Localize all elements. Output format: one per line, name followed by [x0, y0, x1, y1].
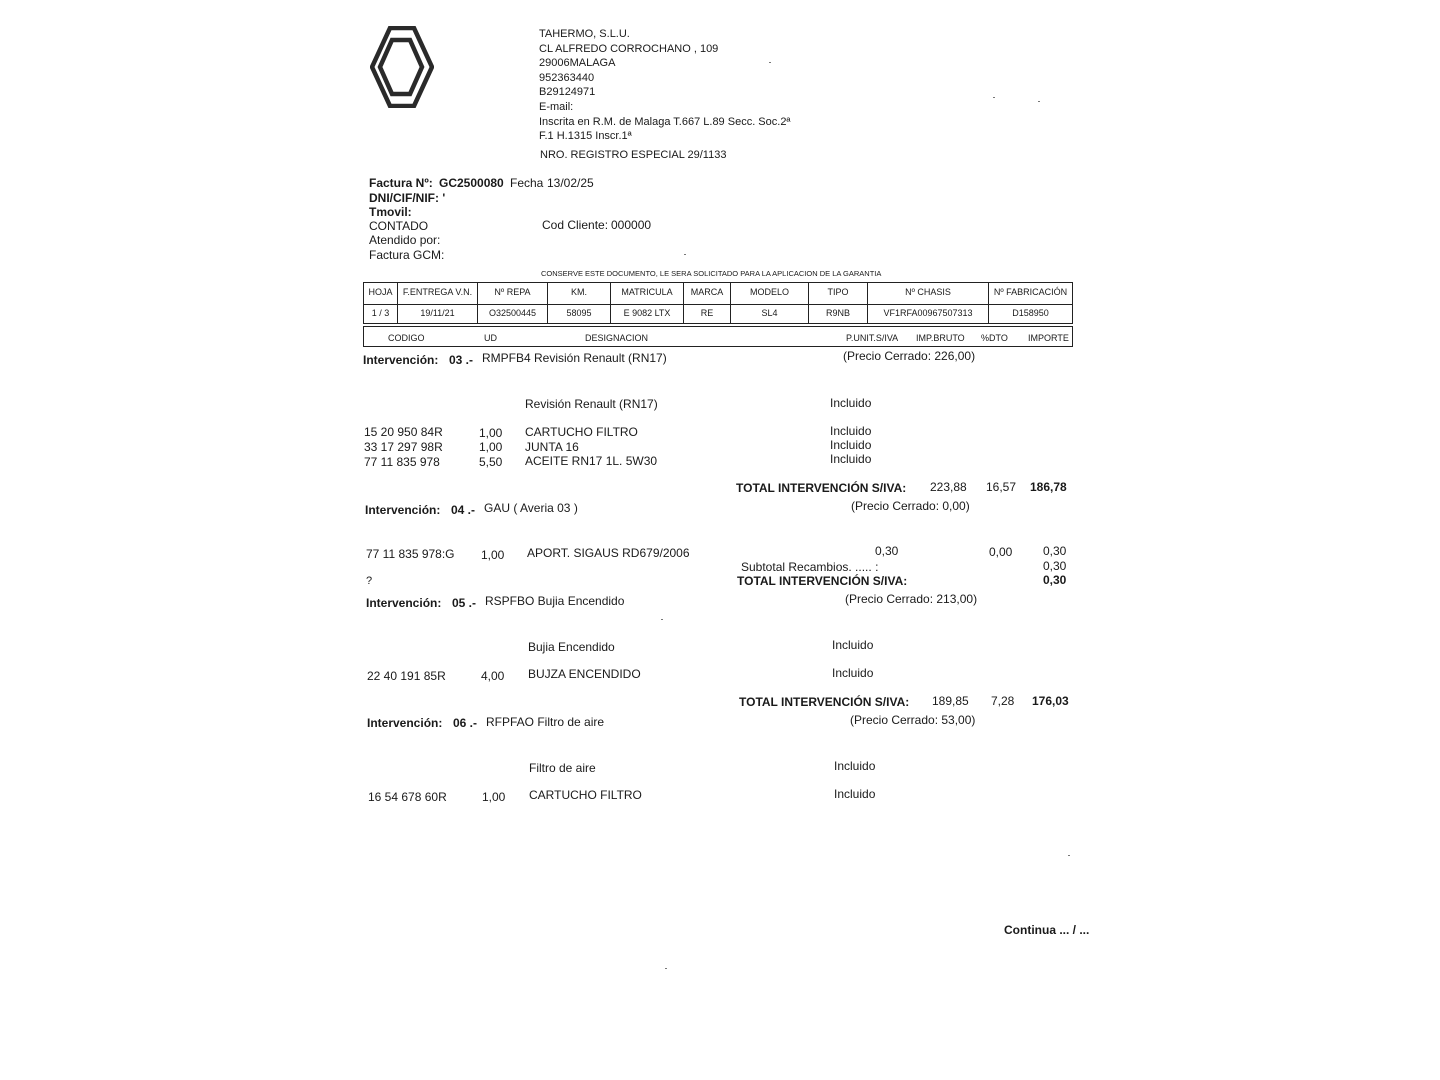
factura-label: Factura Nº:	[369, 176, 433, 190]
int05-total-label: TOTAL INTERVENCIÓN S/IVA:	[739, 695, 910, 709]
company-address: CL ALFREDO CORROCHANO , 109	[539, 42, 719, 55]
int04-total-importe: 0,30	[1043, 573, 1067, 587]
cod-cliente-value: 000000	[611, 218, 652, 232]
int05-precio: (Precio Cerrado: 213,00)	[845, 592, 978, 606]
col-designacion: DESIGNACION	[585, 333, 649, 343]
line-punit: 0,30	[875, 544, 899, 558]
col-codigo: CODIGO	[388, 333, 425, 343]
int03-number: 03 .-	[449, 353, 474, 367]
company-phone: 952363440	[539, 71, 595, 84]
factura-number: GC2500080	[439, 176, 504, 190]
line-desc: BUJZA ENCENDIDO	[528, 667, 641, 681]
int04-label: Intervención:	[365, 503, 441, 517]
line-code: 16 54 678 60R	[368, 790, 447, 804]
line-desc: ACEITE RN17 1L. 5W30	[525, 454, 658, 468]
company-email: E-mail:	[539, 100, 574, 113]
int03-sub-status: Incluido	[830, 396, 872, 410]
int06-label: Intervención:	[367, 716, 443, 730]
fecha-label: Fecha	[510, 176, 544, 190]
int04-total-label: TOTAL INTERVENCIÓN S/IVA:	[737, 574, 908, 588]
line-qty: 1,00	[479, 426, 503, 440]
company-name: TAHERMO, S.L.U.	[539, 28, 630, 40]
line-desc: CARTUCHO FILTRO	[525, 425, 638, 439]
line-dto: 0,00	[989, 545, 1013, 559]
lines-header	[363, 326, 1073, 347]
vehicle-col-km: KM. 58095	[547, 283, 610, 323]
tmovil-label: Tmovil:	[369, 205, 412, 219]
company-city: 29006MALAGA	[539, 57, 616, 70]
vehicle-col-repa: Nº REPA O32500445	[477, 283, 547, 323]
col-importe: IMPORTE	[1028, 333, 1069, 343]
int05-number: 05 .-	[452, 596, 477, 610]
int04-desc: GAU ( Averia 03 )	[484, 501, 578, 515]
dni-label: DNI/CIF/NIF: '	[369, 191, 446, 205]
vehicle-col-marca: MARCA RE	[683, 283, 730, 323]
int05-sub: Bujia Encendido	[528, 640, 615, 654]
line-qty: 1,00	[482, 790, 506, 804]
atendido-label: Atendido por:	[369, 233, 441, 247]
company-info	[539, 27, 791, 144]
subtotal-label: Subtotal Recambios. ..... :	[741, 560, 879, 574]
company-registry: Inscrita en R.M. de Malaga T.667 L.89 Secc. Soc.2ª	[539, 115, 791, 128]
registro-especial: NRO. REGISTRO ESPECIAL 29/1133	[540, 149, 727, 161]
renault-logo-icon	[370, 26, 434, 108]
line-status: Incluido	[830, 438, 872, 452]
int05-label: Intervención:	[366, 596, 442, 610]
garantia-notice: CONSERVE ESTE DOCUMENTO, LE SERA SOLICITADO PARA LA APLICACION DE LA GARANTIA	[541, 269, 882, 278]
int03-total-label: TOTAL INTERVENCIÓN S/IVA:	[736, 481, 907, 495]
int03-label: Intervención:	[363, 353, 439, 367]
int06-number: 06 .-	[453, 716, 478, 730]
line-qty: 4,00	[481, 669, 505, 683]
fecha-value: 13/02/25	[547, 176, 594, 190]
vehicle-col-modelo: MODELO SL4	[730, 283, 808, 323]
vehicle-col-fabricacion: Nº FABRICACIÓN D158950	[988, 283, 1072, 323]
int04-precio: (Precio Cerrado: 0,00)	[851, 499, 970, 513]
vehicle-col-tipo: TIPO R9NB	[808, 283, 867, 323]
company-cif: B29124971	[539, 86, 596, 99]
int03-sub: Revisión Renault (RN17)	[525, 397, 658, 411]
int03-precio: (Precio Cerrado: 226,00)	[843, 349, 976, 363]
line-desc: APORT. SIGAUS RD679/2006	[527, 546, 690, 560]
col-impbruto: IMP.BRUTO	[916, 333, 965, 343]
line-status: Incluido	[832, 666, 874, 680]
line-status: Incluido	[830, 452, 872, 466]
int05-total-bruto: 189,85	[932, 694, 969, 708]
col-punit: P.UNIT.S/IVA	[846, 333, 899, 343]
line-code: 77 11 835 978	[364, 455, 440, 469]
cod-cliente-label: Cod Cliente:	[542, 218, 609, 232]
int05-total-dto: 7,28	[991, 694, 1015, 708]
int05-sub-status: Incluido	[832, 638, 874, 652]
factura-gcm-label: Factura GCM:	[369, 248, 445, 262]
vehicle-table	[363, 282, 1073, 324]
vehicle-col-hoja: HOJA 1 / 3	[364, 283, 397, 323]
line-desc: CARTUCHO FILTRO	[529, 788, 642, 802]
subtotal-value: 0,30	[1043, 559, 1067, 573]
vehicle-col-entrega: F.ENTREGA V.N. 19/11/21	[397, 283, 477, 323]
int03-desc: RMPFB4 Revisión Renault (RN17)	[482, 351, 667, 365]
continua-note: Continua ... / ...	[1004, 923, 1090, 937]
int04-number: 04 .-	[451, 503, 476, 517]
line-qty: 1,00	[481, 548, 505, 562]
question-mark: ?	[366, 575, 373, 587]
int05-total-importe: 176,03	[1032, 694, 1069, 708]
int03-total-importe: 186,78	[1030, 480, 1067, 494]
line-code: 33 17 297 98R	[364, 440, 443, 454]
int06-sub-status: Incluido	[834, 759, 876, 773]
line-importe: 0,30	[1043, 544, 1067, 558]
col-dto: %DTO	[981, 333, 1008, 343]
line-code: 22 40 191 85R	[367, 669, 446, 683]
line-code: 77 11 835 978:G	[366, 547, 455, 561]
forma-pago: CONTADO	[369, 219, 429, 233]
line-qty: 1,00	[479, 440, 503, 454]
vehicle-col-chasis: Nº CHASIS VF1RFA00967507313	[867, 283, 988, 323]
line-status: Incluido	[830, 424, 872, 438]
col-ud: UD	[484, 333, 497, 343]
int06-sub: Filtro de aire	[529, 761, 596, 775]
vehicle-col-matricula: MATRICULA E 9082 LTX	[610, 283, 683, 323]
line-code: 15 20 950 84R	[364, 425, 443, 439]
line-status: Incluido	[834, 787, 876, 801]
company-registry-folio: F.1 H.1315 Inscr.1ª	[539, 130, 632, 143]
int06-precio: (Precio Cerrado: 53,00)	[850, 713, 976, 727]
line-desc: JUNTA 16	[525, 440, 579, 454]
int03-total-bruto: 223,88	[930, 480, 967, 494]
line-qty: 5,50	[479, 455, 503, 469]
int05-desc: RSPFBO Bujia Encendido	[485, 594, 625, 608]
int03-total-dto: 16,57	[986, 480, 1017, 494]
int06-desc: RFPFAO Filtro de aire	[486, 715, 605, 729]
